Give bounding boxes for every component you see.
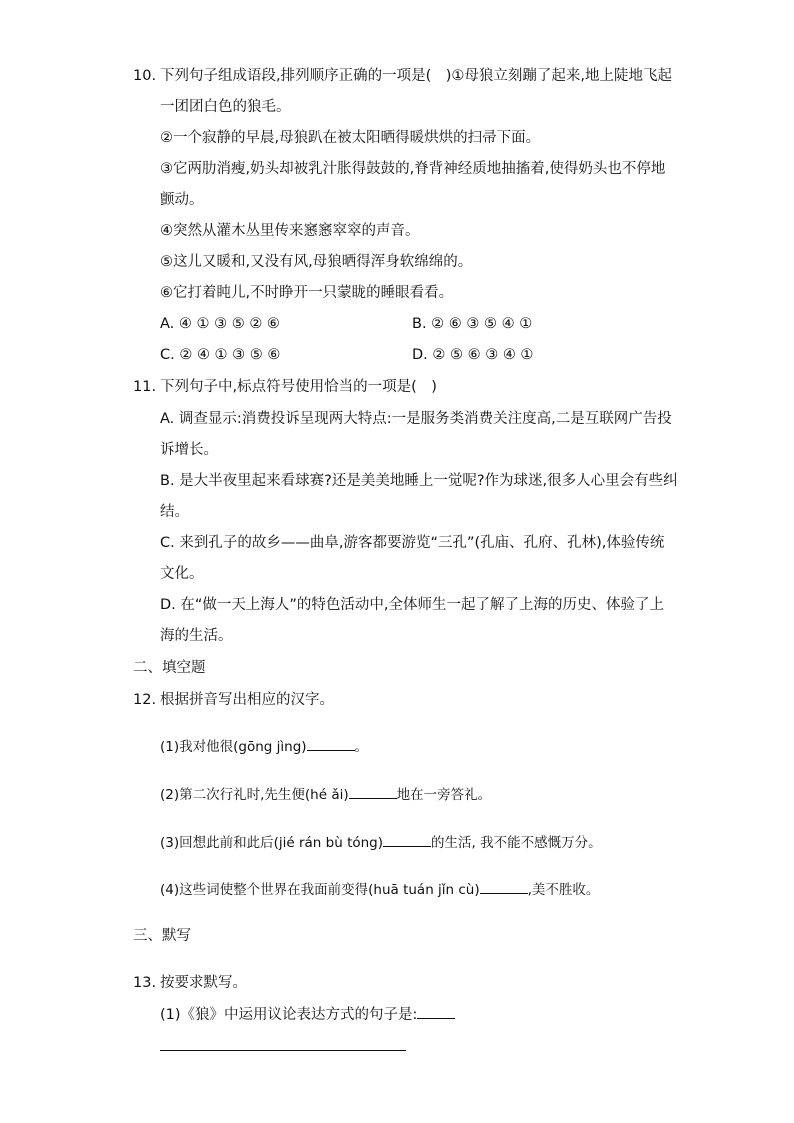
sentence-2: ②一个寂静的早晨,母狼趴在被太阳晒得暖烘烘的扫帚下面。 [160, 130, 541, 146]
section-heading-dictation: 三、默写 [133, 928, 191, 944]
option-d[interactable]: D. ② ⑤ ⑥ ③ ④ ① [412, 347, 534, 363]
question-11-number: 11. [133, 379, 157, 395]
option-d[interactable]: D. 在“做一天上海人”的特色活动中,全体师生一起了解了上海的历史、体验了上 [160, 597, 665, 613]
fill-item-2-text: (2)第二次行礼时,先生便(hé ǎi) [160, 787, 349, 803]
option-b[interactable]: B. 是大半夜里起来看球赛?还是美美地睡上一觉呢?作为球迷,很多人心里会有些纠 [160, 473, 678, 489]
section-heading-fill-in: 二、填空题 [133, 660, 206, 676]
answer-blank-4[interactable] [480, 879, 528, 894]
question-11-stem: 下列句子中,标点符号使用恰当的一项是( ) [160, 379, 437, 395]
fill-item-1-end: 。 [354, 739, 369, 755]
option-b-cont: 结。 [160, 504, 189, 520]
sentence-6: ⑥它打着盹儿,不时睁开一只蒙眬的睡眼看看。 [160, 285, 454, 301]
sentence-5: ⑤这儿又暖和,又没有风,母狼晒得浑身软绵绵的。 [160, 254, 473, 270]
option-c[interactable]: C. 来到孔子的故乡——曲阜,游客都要游览“三孔”(孔庙、孔府、孔林),体验传统 [160, 535, 665, 551]
option-c-cont: 文化。 [160, 566, 204, 582]
option-a-cont: 诉增长。 [160, 442, 218, 458]
fill-item-2 [160, 784, 491, 805]
option-c[interactable]: C. ② ④ ① ③ ⑤ ⑥ [160, 347, 281, 363]
fill-item-3 [160, 832, 602, 853]
fill-item-4-end: ,美不胜收。 [527, 882, 600, 898]
option-a[interactable]: A. 调查显示:消费投诉呈现两大特点:一是服务类消费关注度高,二是互联网广告投 [160, 411, 672, 427]
answer-blank-1[interactable] [307, 736, 355, 751]
question-10-stem-cont: 一团团白色的狼毛。 [160, 99, 291, 115]
answer-blank-3[interactable] [383, 832, 431, 847]
answer-blank-5[interactable] [417, 1004, 455, 1019]
question-10-number: 10. [133, 68, 157, 84]
fill-item-4 [160, 879, 599, 900]
sentence-3-cont: 颤动。 [160, 192, 204, 208]
question-13-stem: 按要求默写。 [160, 975, 247, 991]
fill-item-3-end: 的生活, 我不能不感慨万分。 [431, 835, 602, 851]
answer-blank-2[interactable] [349, 784, 397, 799]
sentence-3: ③它两肋消瘦,奶头却被乳汁胀得鼓鼓的,脊背神经质地抽搐着,使得奶头也不停地 [160, 161, 666, 177]
dictation-item-1 [160, 1004, 455, 1025]
option-b[interactable]: B. ② ⑥ ③ ⑤ ④ ① [412, 316, 533, 332]
option-d-cont: 海的生活。 [160, 628, 233, 644]
option-a[interactable]: A. ④ ① ③ ⑤ ② ⑥ [160, 316, 280, 332]
sentence-4: ④突然从灌木丛里传来窸窸窣窣的声音。 [160, 223, 420, 239]
answer-line[interactable] [160, 1050, 406, 1051]
question-12-number: 12. [133, 692, 157, 708]
dictation-item-1-text: (1)《狼》中运用议论表达方式的句子是: [160, 1007, 418, 1023]
question-10-stem: 下列句子组成语段,排列顺序正确的一项是( )①母狼立刻蹦了起来,地上陡地飞起 [160, 68, 673, 84]
question-13-number: 13. [133, 975, 157, 991]
question-12-stem: 根据拼音写出相应的汉字。 [160, 692, 334, 708]
fill-item-1 [160, 736, 368, 757]
fill-item-1-text: (1)我对他很(gōng jìng) [160, 739, 307, 755]
fill-item-3-text: (3)回想此前和此后(jié rán bù tóng) [160, 835, 384, 851]
fill-item-4-text: (4)这些词使整个世界在我面前变得(huā tuán jǐn cù) [160, 882, 480, 898]
fill-item-2-end: 地在一旁答礼。 [396, 787, 492, 803]
